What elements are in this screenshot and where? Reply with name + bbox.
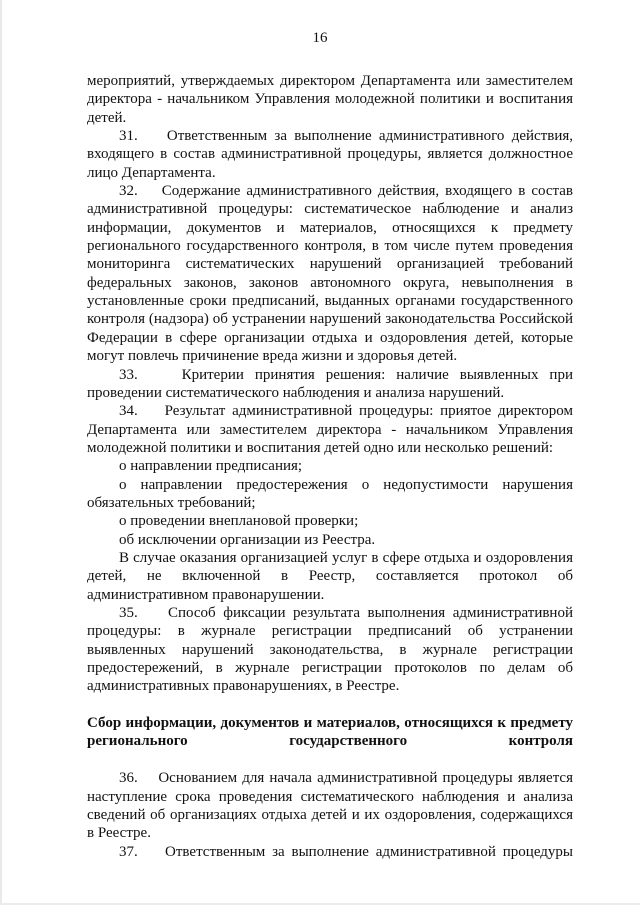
paragraph-36: 36. Основанием для начала административной процедуры является наступление срока проведения систематического наблюдения и анализа сведений об организациях отдыха детей и их оздоровления, содержащихся в Реестре. [87, 770, 573, 842]
spacer [87, 696, 573, 714]
paragraph-35: 35. Способ фиксации результата выполнения административной процедуры: в журнале регистрации предписаний об устранении выявленных нарушений законодательства, в журнале регистрации предостережений, в журнале регистрации протоколов по делам об административных правонарушениях, в Реестре. [87, 604, 573, 695]
paragraph-34: 34. Результат административной процедуры: приятое директором Департамента или заместителем директора - начальником Управления молодежной политики и воспитания детей одно или несколько решений: [87, 403, 573, 456]
paragraph-31: 31. Ответственным за выполнение административного действия, входящего в состав административной процедуры, является должностное лицо Департамента. [87, 128, 573, 181]
list-item: о направлении предостережения о недопустимости нарушения обязательных требований; [87, 476, 573, 511]
page-number: 16 [312, 30, 328, 46]
scan-edge-left [0, 0, 2, 905]
paragraph-continuation: мероприятий, утверждаемых директором Департамента или заместителем директора - начальником Управления молодежной политики и воспитания детей. [87, 73, 573, 126]
section-heading: Сбор информации, документов и материалов, относящихся к предмету регионального государственного контроля [87, 714, 573, 750]
spacer [87, 750, 573, 769]
list-item: о направлении предписания; [119, 458, 303, 475]
list-item: об исключении организации из Реестра. [119, 531, 376, 548]
paragraph-case: В случае оказания организацией услуг в сфере отдыха и оздоровления детей, не включенной в Реестр, составляется протокол об административном правонарушении. [87, 549, 573, 603]
list-item: о проведении внеплановой проверки; [119, 513, 359, 530]
document-body [87, 72, 573, 861]
paragraph-32: 32. Содержание административного действия, входящего в состав административной процедуры: систематическое наблюдение и анализ информации, документов и материалов, относящихся к предмету регионального государственного контроля, в том числе путем проведения мониторинга систематических нарушений организацией требований федеральных законов, законов автономного округа, невыполнения в установленные сроки предписаний, выданных органами государственного контроля (надзора) об устранении нарушений законодательства Российской Федерации в сфере организации отдыха и оздоровления детей, которые могут повлечь причинение вреда жизни и здоровья детей. [87, 183, 573, 365]
paragraph-37: 37. Ответственным за выполнение административной процедуры [119, 843, 573, 860]
paragraph-33: 33. Критерии принятия решения: наличие выявленных при проведении систематического наблюдения и анализа нарушений. [87, 366, 573, 401]
